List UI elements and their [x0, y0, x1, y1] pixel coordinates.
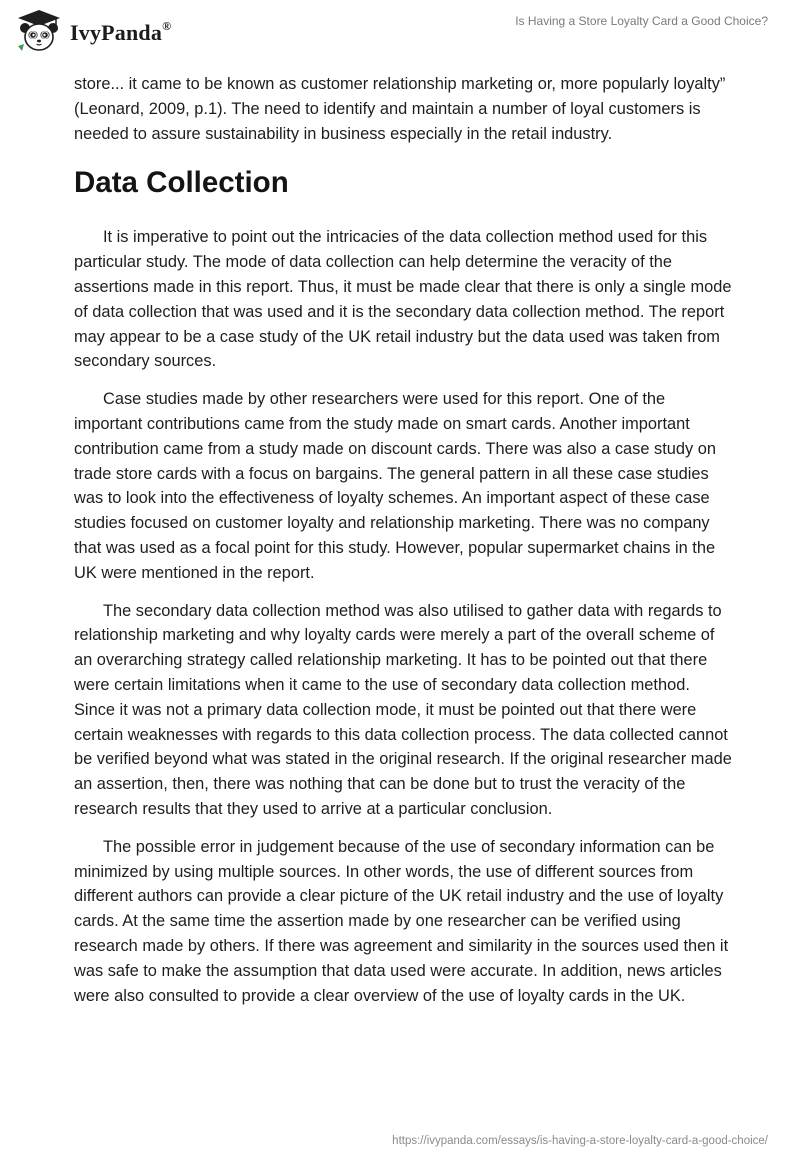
page-header — [0, 0, 800, 66]
paragraph: The possible error in judgement because of the use of secondary information can be minimized by using multiple sources. In other words, the use of different sources from different authors can provide a clear picture of the UK retail industry and the use of loyalty cards. At the same time the assertion made by one researcher can be verified using research made by others. If there was agreement and similarity in the sources used then it was safe to make the assumption that data used were accurate. In addition, news articles were also consulted to provide a clear overview of the use of loyalty cards in the UK. — [74, 837, 729, 1005]
panda-graduate-logo-icon[interactable] — [14, 8, 64, 54]
article-body — [74, 72, 734, 1021]
intro-paragraph: store... it came to be known as customer relationship marketing or, more popularly loyalty” (Leonard, 2009, p.1). The need to identify and maintain a number of loyal customers is needed to assure sustainability in business especially in the retail industry. — [74, 75, 726, 143]
paragraph: Case studies made by other researchers were used for this report. One of the important contributions came from the study made on smart cards. Another important contribution came from a study made on discount cards. There was also a case study on trade store cards with a focus on bargains. The general pattern in all these case studies was to look into the effectiveness of loyalty schemes. An important aspect of these case studies focused on customer loyalty and relationship marketing. There was no company that was used as a focal point for this study. However, popular supermarket chains in the UK were mentioned in the report. — [74, 390, 716, 582]
source-url[interactable]: https://ivypanda.com/essays/is-having-a-store-loyalty-card-a-good-choice/ — [392, 1135, 768, 1147]
document-title: Is Having a Store Loyalty Card a Good Choice? — [515, 14, 768, 28]
paragraph: It is imperative to point out the intricacies of the data collection method used for this particular study. The mode of data collection can help determine the veracity of the assertions made in this report. Thus, it must be made clear that there is only a single mode of data collection that was used and it is the secondary data collection method. The report may appear to be a case study of the UK retail industry but the data used was taken from secondary sources. — [74, 228, 732, 371]
section-heading: Data Collection — [74, 166, 289, 200]
paragraph: The secondary data collection method was also utilised to gather data with regards to relationship marketing and why loyalty cards were merely a part of the overall scheme of an overarching strategy called relationship marketing. It has to be pointed out that there were certain limitations when it came to the use of secondary data collection method. Since it was not a primary data collection mode, it must be pointed out that there were certain weaknesses with regards to this data collection process. The data collected cannot be verified beyond what was stated in the original research. If the original researcher made an assertion, then, there was nothing that can be done but to trust the veracity of the research results that they used to arrive at a particular conclusion. — [74, 601, 732, 818]
brand-name[interactable]: IvyPanda® — [70, 18, 172, 45]
